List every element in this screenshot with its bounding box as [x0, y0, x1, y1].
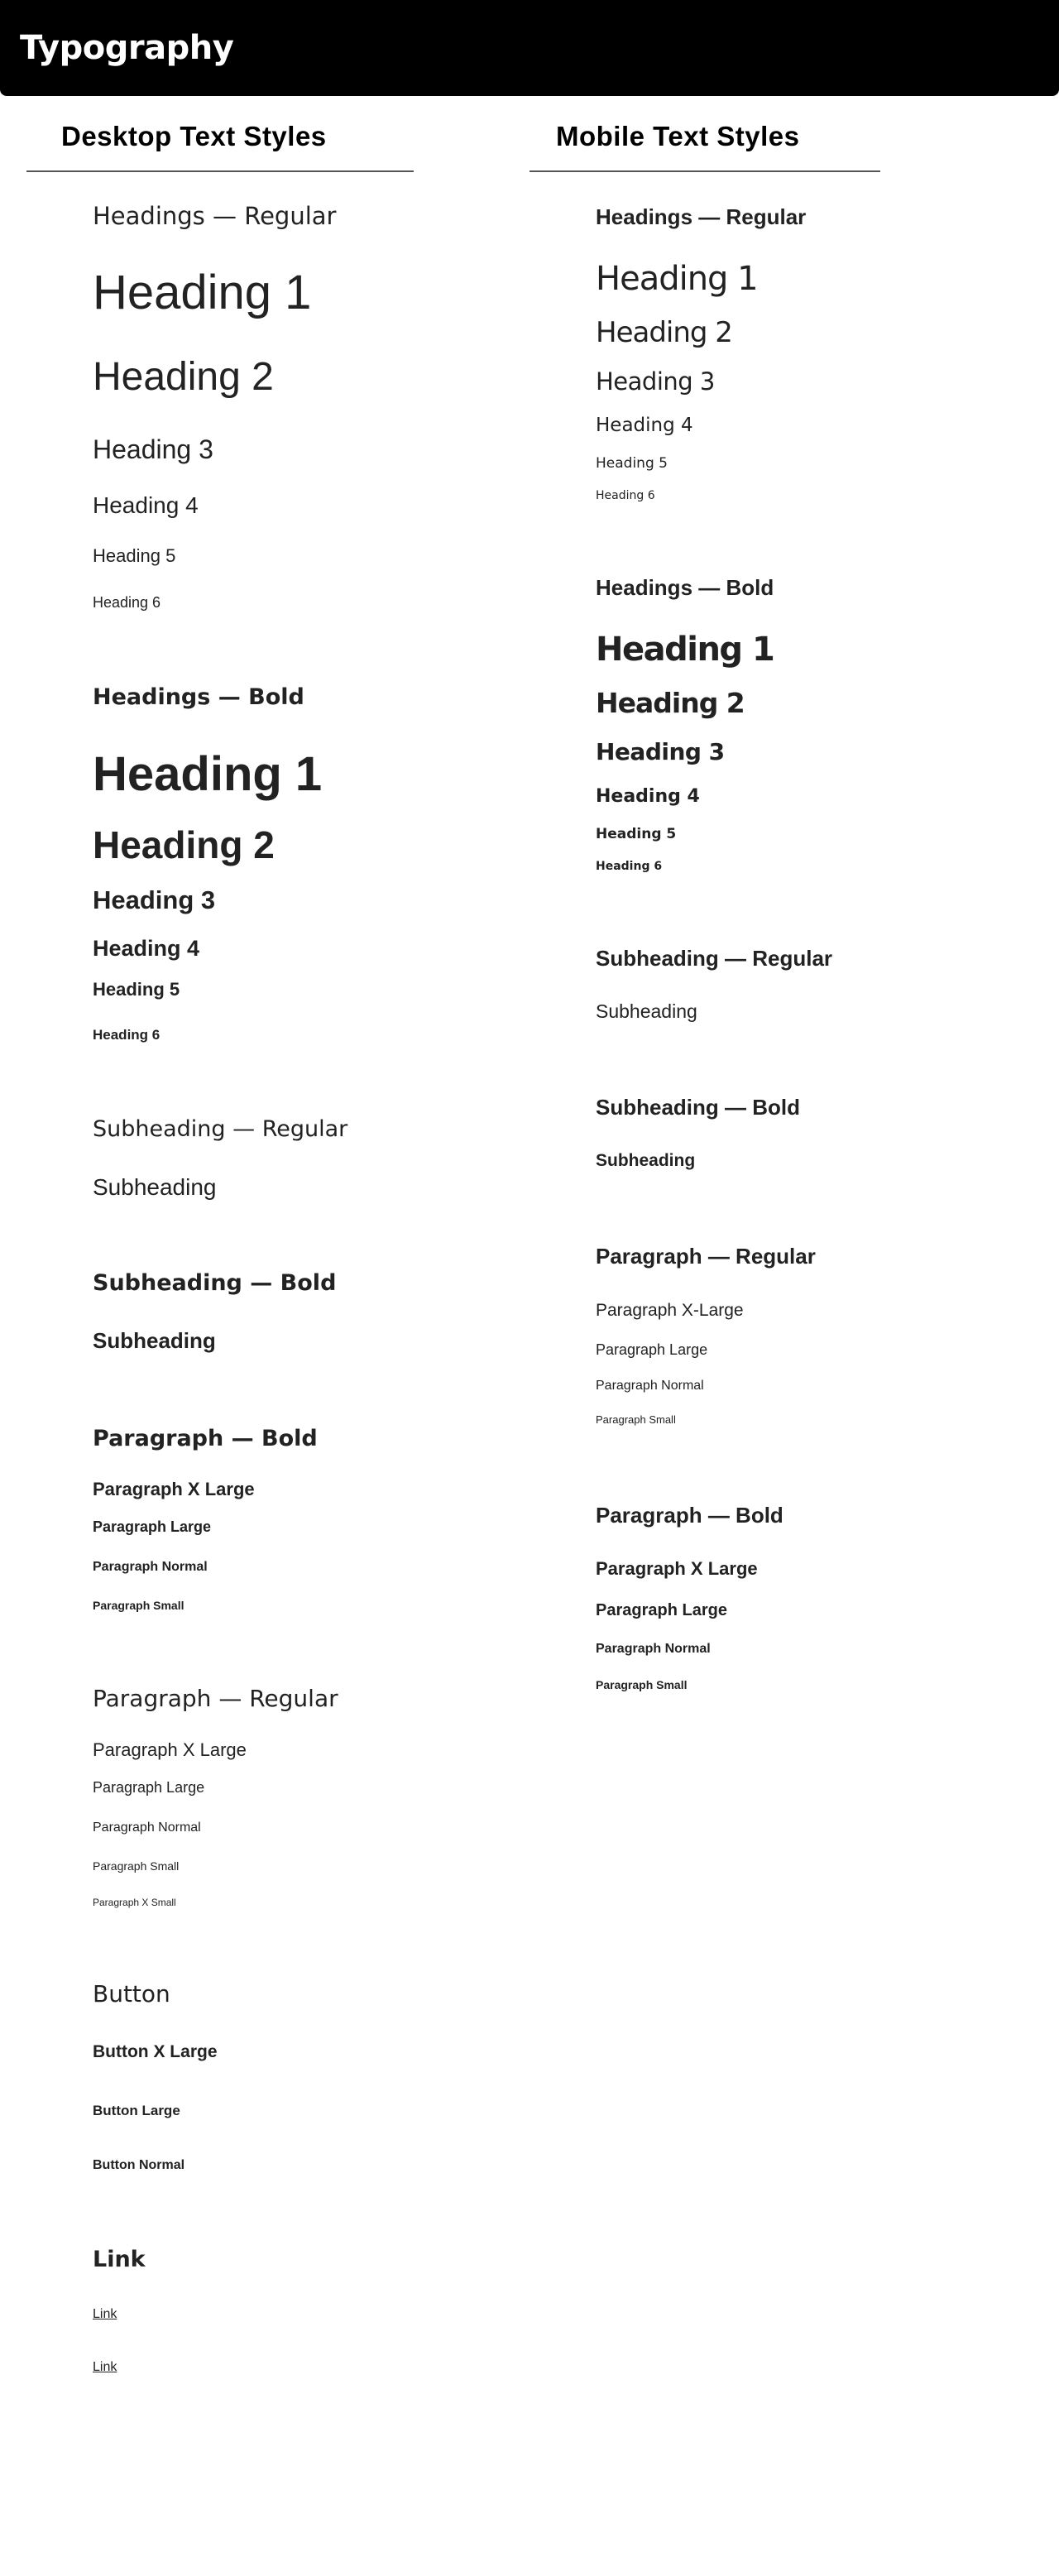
- mobile-subheading-bold-label: Subheading — Bold: [596, 1095, 800, 1120]
- mobile-heading-5-regular: Heading 5: [596, 455, 668, 472]
- desktop-paragraph-bold-small: Paragraph Small: [93, 1599, 184, 1612]
- desktop-heading-4-regular: Heading 4: [93, 492, 199, 518]
- desktop-button-xlarge-sample: Button X Large: [93, 2042, 218, 2061]
- mobile-paragraph-bold-small: Paragraph Small: [596, 1678, 688, 1691]
- mobile-paragraph-regular-small: Paragraph Small: [596, 1413, 676, 1426]
- page-header: [0, 0, 1059, 96]
- desktop-link-sample-1[interactable]: Link: [93, 2307, 117, 2321]
- mobile-subheading-bold-sample: Subheading: [596, 1151, 696, 1170]
- mobile-paragraph-regular-normal: Paragraph Normal: [596, 1379, 704, 1393]
- desktop-subheading-regular-label: Subheading — Regular: [93, 1116, 348, 1142]
- desktop-subheading-bold-sample: Subheading: [93, 1328, 216, 1353]
- desktop-paragraph-regular-xlarge: Paragraph X Large: [93, 1739, 247, 1760]
- mobile-paragraph-regular-label: Paragraph — Regular: [596, 1244, 816, 1269]
- mobile-headings-regular-label: Headings — Regular: [596, 204, 807, 229]
- desktop-heading-1-bold: Heading 1: [93, 747, 323, 801]
- desktop-paragraph-bold-large: Paragraph Large: [93, 1518, 212, 1535]
- mobile-heading-3-bold: Heading 3: [596, 738, 725, 765]
- mobile-heading-4-bold: Heading 4: [596, 786, 700, 807]
- mobile-heading-2-bold: Heading 2: [596, 687, 745, 719]
- desktop-button-large-sample: Button Large: [93, 2103, 180, 2118]
- desktop-paragraph-bold-label: Paragraph — Bold: [93, 1426, 318, 1451]
- mobile-paragraph-bold-label: Paragraph — Bold: [596, 1503, 783, 1528]
- mobile-column-divider: [530, 170, 880, 172]
- desktop-subheading-bold-label: Subheading — Bold: [93, 1270, 337, 1296]
- desktop-paragraph-regular-label: Paragraph — Regular: [93, 1685, 338, 1712]
- desktop-button-label: Button: [93, 1980, 170, 2008]
- desktop-paragraph-regular-large: Paragraph Large: [93, 1779, 205, 1796]
- desktop-heading-2-regular: Heading 2: [93, 355, 274, 399]
- desktop-heading-6-bold: Heading 6: [93, 1027, 161, 1043]
- desktop-paragraph-regular-small: Paragraph Small: [93, 1859, 180, 1873]
- mobile-paragraph-regular-large: Paragraph Large: [596, 1341, 708, 1358]
- mobile-heading-6-bold: Heading 6: [596, 860, 663, 873]
- mobile-heading-5-bold: Heading 5: [596, 826, 677, 842]
- desktop-headings-regular-label: Headings — Regular: [93, 202, 337, 230]
- desktop-heading-6-regular: Heading 6: [93, 594, 161, 611]
- mobile-column-title: Mobile Text Styles: [556, 121, 800, 151]
- mobile-subheading-regular-sample: Subheading: [596, 1000, 697, 1022]
- desktop-headings-bold-label: Headings — Bold: [93, 684, 304, 710]
- desktop-heading-3-bold: Heading 3: [93, 885, 216, 914]
- desktop-column-divider: [26, 170, 414, 172]
- desktop-paragraph-regular-xsmall: Paragraph X Small: [93, 1897, 176, 1908]
- mobile-heading-4-regular: Heading 4: [596, 415, 693, 436]
- desktop-paragraph-bold-xlarge: Paragraph X Large: [93, 1479, 255, 1499]
- desktop-heading-2-bold: Heading 2: [93, 823, 275, 866]
- mobile-heading-3-regular: Heading 3: [596, 367, 715, 396]
- desktop-paragraph-regular-normal: Paragraph Normal: [93, 1820, 201, 1835]
- desktop-link-sample-2[interactable]: Link: [93, 2360, 117, 2374]
- desktop-paragraph-bold-normal: Paragraph Normal: [93, 1560, 208, 1574]
- desktop-link-label: Link: [93, 2247, 146, 2272]
- desktop-subheading-regular-sample: Subheading: [93, 1174, 217, 1200]
- desktop-column-title: Desktop Text Styles: [61, 121, 327, 151]
- mobile-heading-6-regular: Heading 6: [596, 489, 655, 502]
- mobile-heading-2-regular: Heading 2: [596, 316, 732, 349]
- page-title: Typography: [20, 29, 234, 67]
- mobile-paragraph-regular-xlarge: Paragraph X-Large: [596, 1301, 744, 1320]
- mobile-paragraph-bold-normal: Paragraph Normal: [596, 1642, 711, 1656]
- desktop-heading-1-regular: Heading 1: [93, 266, 312, 319]
- desktop-heading-5-regular: Heading 5: [93, 545, 176, 566]
- desktop-heading-4-bold: Heading 4: [93, 936, 200, 961]
- mobile-heading-1-bold: Heading 1: [596, 631, 774, 669]
- mobile-headings-bold-label: Headings — Bold: [596, 575, 774, 600]
- mobile-paragraph-bold-large: Paragraph Large: [596, 1601, 727, 1619]
- mobile-paragraph-bold-xlarge: Paragraph X Large: [596, 1558, 758, 1579]
- desktop-heading-3-regular: Heading 3: [93, 434, 213, 464]
- desktop-heading-5-bold: Heading 5: [93, 979, 180, 1000]
- mobile-heading-1-regular: Heading 1: [596, 260, 758, 298]
- desktop-button-normal-sample: Button Normal: [93, 2158, 185, 2172]
- mobile-subheading-regular-label: Subheading — Regular: [596, 946, 833, 971]
